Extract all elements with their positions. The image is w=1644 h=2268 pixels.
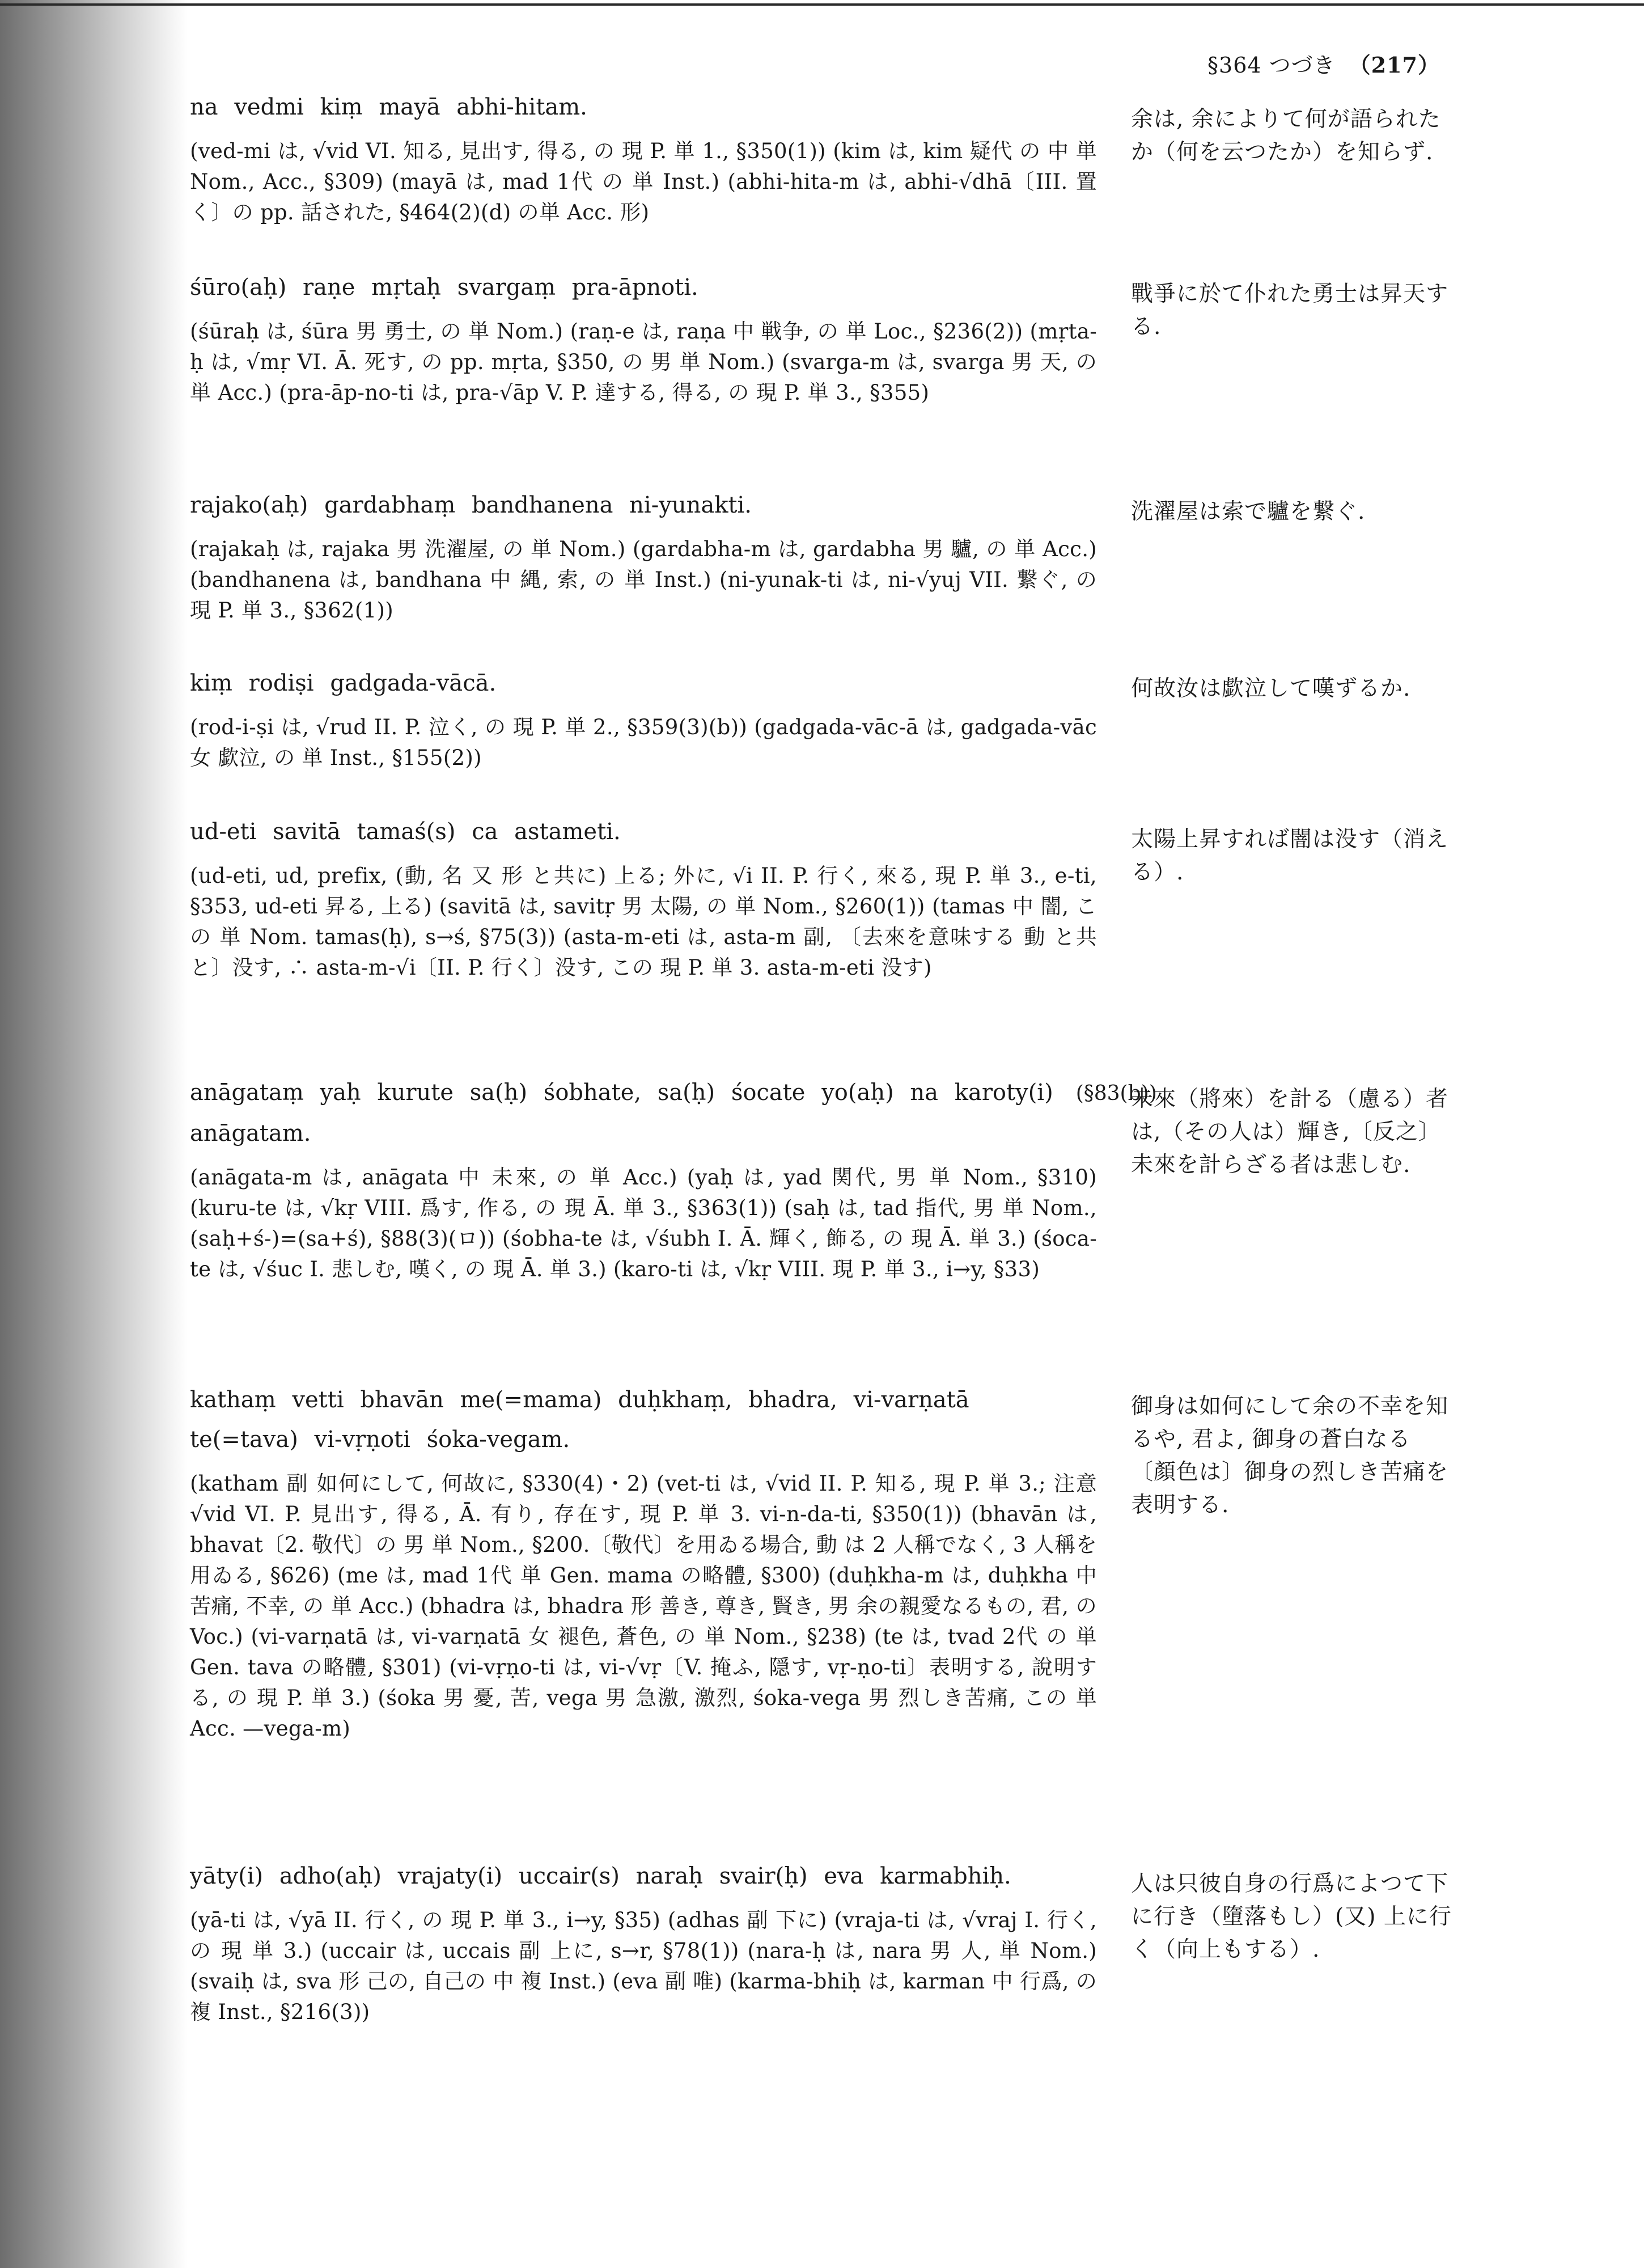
japanese-translation: 余は, 余によりて何が語られたか（何を云つたか）を知らず. [1131, 107, 1441, 165]
japanese-translation: 何故汝は歔泣して嘆ずるか. [1131, 676, 1411, 701]
japanese-translation: 戰爭に於て仆れた勇士は昇天する. [1131, 281, 1449, 340]
binding-shadow [0, 0, 187, 2268]
grammar-notes: (katham 副 如何にして, 何故に, §330(4)・2) (vet-ti は, √vid II. P. 知る, 現 P. 単 3.; 注意 √vid VI. P. 見出す, 得る, Ā. 有り, 存在す, 現 P. 単 3. vi-n-da-ti, §350(1)) (bhavān は, bhavat〔2. 敬代〕の 男 単 Nom., §200.〔敬代〕を用ゐる場合, 動 は 2 人稱でなく, 3 人稱を用ゐる, §626) (me は, mad 1代 単 Gen. mama の略體, §300) (duḥkha-m は, duḥkha 中 苦痛, 不幸, の 単 Acc.) (bhadra は, bhadra 形 善き, 尊き, 賢き, 男 余の親愛なるもの, 君, の Voc.) (vi-varṇatā は, vi-varṇatā 女 褪色, 蒼色, の 単 Nom., §238) (te は, tvad 2代 の 単 Gen. tava の略體, §301) (vi-vṛṇo-ti は, vi-√vṛ〔V. 掩ふ, 隠す, vṛ-ṇo-ti〕表明する, 說明する, の 現 P. 単 3.) (śoka 男 憂, 苦, vega 男 急激, 激烈, śoka-vega 男 烈しき苦痛, この 単 Acc. —vega-m) [190, 1471, 1097, 1741]
top-rule [0, 3, 1644, 6]
grammar-notes: (rajakaḥ は, rajaka 男 洗濯屋, の 単 Nom.) (gardabha-m は, gardabha 男 驢, の 単 Acc.) (bandhanena は, bandhana 中 縄, 索, の 単 Inst.) (ni-yunak-ti は, ni-√yuj VII. 繋ぐ, の 現 P. 単 3., §362(1)) [190, 537, 1097, 623]
entry [190, 815, 1644, 983]
sanskrit-sentence-continued: anāgatam. [190, 1120, 311, 1146]
entry [190, 1076, 1644, 1285]
sanskrit-sentence: ud-eti savitā tamaś(s) ca astameti. [190, 819, 621, 845]
grammar-notes: (rod-i-ṣi は, √rud II. P. 泣く, の 現 P. 単 2., §359(3)(b)) (gadgada-vāc-ā は, gadgada-vāc 女 歔泣, の 単 Inst., §155(2)) [190, 715, 1097, 770]
entry [190, 1860, 1644, 2028]
grammar-notes: (śūraḥ は, śūra 男 勇士, の 単 Nom.) (raṇ-e は, raṇa 中 戦争, の 単 Loc., §236(2)) (mṛta-ḥ は, √mṛ VI. Ā. 死す, の pp. mṛta, §350, の 男 単 Nom.) (svarga-m は, svarga 男 天, の 単 Acc.) (pra-āp-no-ti は, pra-√āp V. P. 達する, 得る, の 現 P. 単 3., §355) [190, 319, 1097, 405]
japanese-translation: 人は只彼自身の行爲によつて下に行き（墮落もし）(又) 上に行く（向上もする）. [1131, 1871, 1452, 1962]
japanese-translation: 太陽上昇すれば闇は没す（消える）. [1131, 827, 1449, 885]
grammar-notes: (ved-mi は, √vid VI. 知る, 見出す, 得る, の 現 P. 単 1., §350(1)) (kim は, kim 疑代 の 中 単 Nom., Acc., §309) (mayā は, mad 1代 の 単 Inst.) (abhi-hita-m は, abhi-√dhā〔III. 置く〕の pp. 話された, §464(2)(d) の単 Acc. 形) [190, 139, 1097, 225]
grammar-notes: (anāgata-m は, anāgata 中 未來, の 単 Acc.) (yaḥ は, yad 関代, 男 単 Nom., §310) (kuru-te は, √kṛ VIII. 爲す, 作る, の 現 Ā. 単 3., §363(1)) (saḥ は, tad 指代, 男 単 Nom., (saḥ+ś-)=(sa+ś), §88(3)(ロ)) (śobha-te は, √śubh I. Ā. 輝く, 飾る, の 現 Ā. 単 3.) (śoca-te は, √śuc I. 悲しむ, 嘆く, の 現 Ā. 単 3.) (karo-ti は, √kṛ VIII. 現 P. 単 3., i→y, §33) [190, 1165, 1097, 1281]
sanskrit-sentence-continued: te(=tava) vi-vṛṇoti śoka-vegam. [190, 1427, 570, 1453]
entry [190, 91, 1644, 228]
entry [190, 271, 1644, 408]
japanese-translation: 洗濯屋は索で驢を繋ぐ. [1131, 499, 1366, 524]
section-reference: (§83(b)) [1075, 1082, 1157, 1105]
sanskrit-sentence: kiṃ rodiṣi gadgada-vācā. [190, 670, 497, 696]
entry [190, 667, 1644, 773]
sanskrit-sentence [190, 1076, 1157, 1110]
sanskrit-sentence: kathaṃ vetti bhavān me(=mama) duḥkhaṃ, bhadra, vi-varṇatā [190, 1387, 969, 1413]
japanese-translation: 御身は如何にして余の不幸を知るや, 君よ, 御身の蒼白なる〔顏色は〕御身の烈しき苦痛を表明する. [1131, 1394, 1449, 1518]
section-ref: §364 つづき [1207, 53, 1336, 78]
sanskrit-sentence: rajako(aḥ) gardabhaṃ bandhanena ni-yunakti. [190, 492, 752, 518]
sanskrit-sentence: śūro(aḥ) raṇe mṛtaḥ svargaṃ pra-āpnoti. [190, 274, 698, 301]
grammar-notes: (ud-eti, ud, prefix, (動, 名 又 形 と共に) 上る; 外に, √i II. P. 行く, 來る, 現 P. 単 3., e-ti, §353, ud-eti 昇る, 上る) (savitā は, savitṛ 男 太陽, の 単 Nom., §260(1)) (tamas 中 闇, この 単 Nom. tamas(ḥ), s→ś, §75(3)) (asta-m-eti は, asta-m 副, 〔去來を意味する 動 と共と〕没す, ∴ asta-m-√i〔II. P. 行く〕没す, この 現 P. 単 3. asta-m-eti 没す) [190, 864, 1097, 980]
japanese-translation: 未來（將來）を計る（慮る）者は,（その人は）輝き,〔反之〕未來を計らざる者は悲しむ. [1131, 1086, 1449, 1178]
entry [190, 1383, 1644, 1744]
grammar-notes: (yā-ti は, √yā II. 行く, の 現 P. 単 3., i→y, §35) (adhas 副 下に) (vraja-ti は, √vraj I. 行く, の 現 単 3.) (uccair は, uccais 副 上に, s→r, §78(1)) (nara-ḥ は, nara 男 人, 単 Nom.) (svaiḥ は, sva 形 己の, 自己の 中 複 Inst.) (eva 副 唯) (karma-bhiḥ は, karman 中 行爲, の 複 Inst., §216(3)) [190, 1908, 1097, 2024]
sanskrit-sentence: na vedmi kiṃ mayā abhi-hitam. [190, 94, 587, 120]
running-head [1207, 48, 1440, 79]
entry [190, 489, 1644, 626]
sanskrit-sentence: yāty(i) adho(aḥ) vrajaty(i) uccair(s) naraḥ svair(ḥ) eva karmabhiḥ. [190, 1863, 1011, 1889]
page-number: （217） [1349, 52, 1440, 78]
sentence-line: anāgataṃ yaḥ kurute sa(ḥ) śobhate, sa(ḥ) śocate yo(aḥ) na karoty(i) [190, 1080, 1053, 1106]
